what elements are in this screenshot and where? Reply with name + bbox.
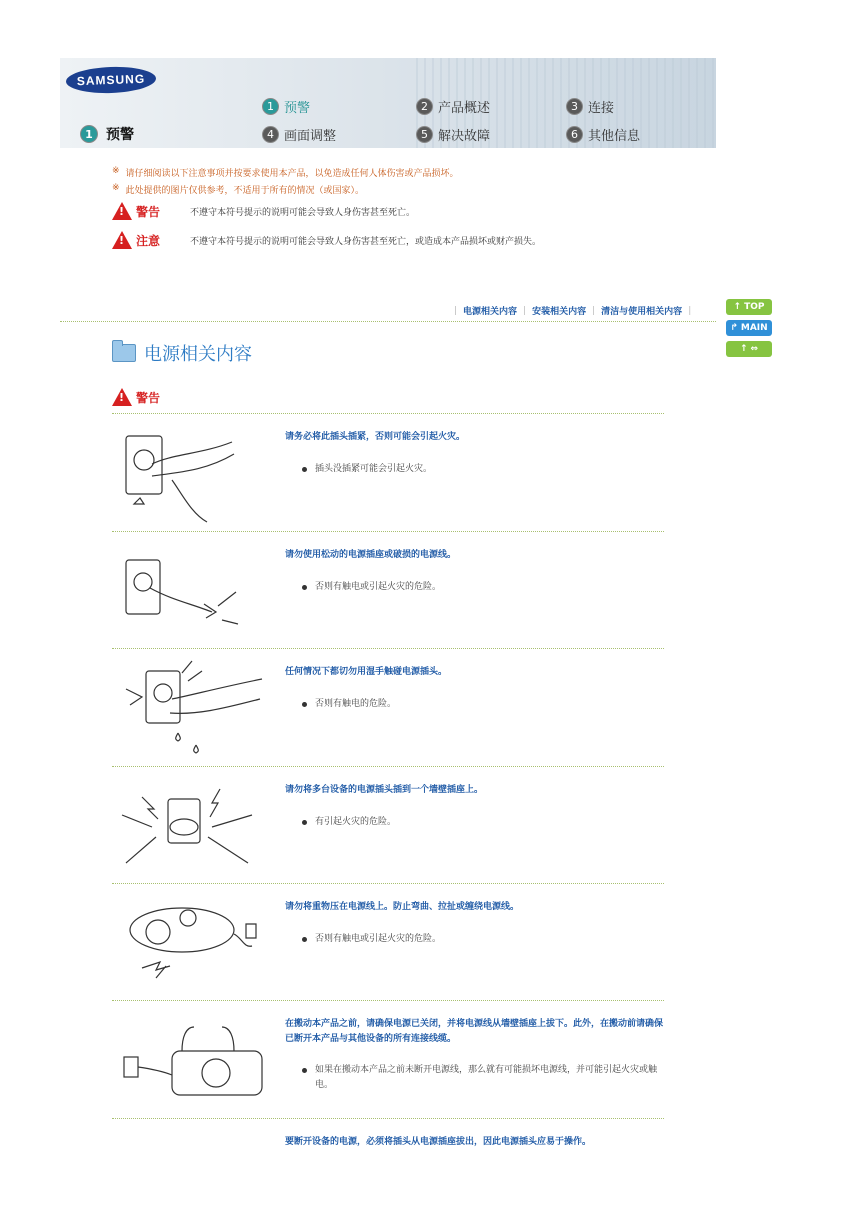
nav-label: 连接 bbox=[588, 101, 615, 116]
divider: | bbox=[592, 305, 596, 316]
nav-number: 5 bbox=[416, 126, 433, 143]
bullet-dot bbox=[302, 467, 307, 472]
warning-item bbox=[112, 1005, 664, 1117]
main-button[interactable] bbox=[726, 320, 772, 336]
item-title: 请勿将多台设备的电源插头插到一个墙壁插座上。 bbox=[285, 785, 484, 795]
item-title: 要断开设备的电源，必须将插头从电源插座拔出，因此电源插头应易于操作。 bbox=[285, 1137, 592, 1147]
legend-warning-text: 不遵守本符号提示的说明可能会导致人身伤害甚至死亡。 bbox=[190, 207, 416, 218]
nav-label: 产品概述 bbox=[438, 101, 491, 116]
section-divider bbox=[60, 321, 716, 322]
item-bullet bbox=[302, 462, 662, 477]
brand-text: SAMSUNG bbox=[76, 71, 146, 89]
bullet-text: 否则有触电或引起火灾的危险。 bbox=[315, 582, 442, 592]
overloaded-outlet-illustration bbox=[112, 777, 272, 881]
note-text: 此处提供的图片仅供参考，不适用于所有的情况（或国家）。 bbox=[125, 186, 365, 196]
bullet-text: 插头没插紧可能会引起火灾。 bbox=[315, 464, 433, 474]
nav-label: 解决故障 bbox=[438, 129, 491, 144]
current-section-number: 1 bbox=[80, 125, 98, 143]
item-bullet bbox=[302, 580, 662, 595]
divider bbox=[112, 1000, 664, 1001]
current-section-label: 预警 bbox=[106, 127, 134, 143]
warning-item bbox=[112, 418, 664, 534]
divider bbox=[112, 648, 664, 649]
nav-item-other-info[interactable] bbox=[566, 125, 640, 144]
nav-number: 4 bbox=[262, 126, 279, 143]
bullet-dot bbox=[302, 1068, 307, 1073]
link-installation[interactable]: 安装相关内容 bbox=[532, 307, 587, 317]
legend-caution bbox=[112, 231, 541, 249]
warning-item bbox=[112, 1123, 664, 1163]
item-title: 请勿使用松动的电源插座或破损的电源线。 bbox=[285, 550, 457, 560]
link-power[interactable]: 电源相关内容 bbox=[463, 307, 518, 317]
wet-hands-illustration bbox=[112, 659, 272, 763]
nav-item-warning[interactable] bbox=[262, 97, 310, 116]
bullet-text: 有引起火灾的危险。 bbox=[315, 817, 397, 827]
nav-label: 画面调整 bbox=[284, 129, 337, 144]
legend-warning bbox=[112, 202, 415, 220]
arrow-up-icon: ↑ bbox=[739, 344, 748, 354]
item-bullet bbox=[302, 815, 662, 830]
divider bbox=[112, 766, 664, 767]
arrow-up-icon: ↑ bbox=[733, 302, 742, 312]
nav-number: 6 bbox=[566, 126, 583, 143]
bullet-dot bbox=[302, 585, 307, 590]
caution-icon bbox=[112, 231, 132, 249]
warning-item bbox=[112, 536, 664, 652]
warning-item bbox=[112, 888, 664, 1004]
unplug-before-moving-illustration bbox=[112, 1011, 272, 1115]
nav-number: 2 bbox=[416, 98, 433, 115]
section-title bbox=[112, 340, 252, 366]
divider: | bbox=[454, 305, 458, 316]
warning-item bbox=[112, 653, 664, 769]
plug-in-illustration bbox=[112, 424, 272, 528]
heavy-object-on-cord-illustration bbox=[112, 894, 272, 998]
section-title-text: 电源相关内容 bbox=[144, 344, 252, 365]
bullet-dot bbox=[302, 820, 307, 825]
back-to-section-button[interactable] bbox=[726, 341, 772, 357]
bullet-dot bbox=[302, 702, 307, 707]
item-title: 请务必将此插头插紧，否则可能会引起火灾。 bbox=[285, 432, 466, 442]
section-links bbox=[448, 304, 697, 317]
divider: | bbox=[523, 305, 527, 316]
top-label: TOP bbox=[744, 302, 765, 312]
note-images-reference bbox=[112, 183, 364, 196]
current-section-title bbox=[80, 124, 134, 144]
item-title: 任何情况下都切勿用湿手触碰电源插头。 bbox=[285, 667, 448, 677]
warning-icon bbox=[112, 388, 132, 406]
item-title: 在搬动本产品之前，请确保电源已关闭，并将电源线从墙壁插座上拔下。此外，在搬动前请确保已断开本产品与其他设备的所有连接线缆。 bbox=[285, 1019, 664, 1044]
item-bullet bbox=[302, 932, 662, 947]
divider bbox=[112, 531, 664, 532]
warning-heading-label: 警告 bbox=[136, 390, 161, 405]
nav-item-connect[interactable] bbox=[566, 97, 614, 116]
note-mark: ※ bbox=[112, 166, 120, 176]
nav-number: 1 bbox=[262, 98, 279, 115]
main-label: MAIN bbox=[740, 323, 768, 333]
note-mark: ※ bbox=[112, 183, 120, 193]
nav-item-product-overview[interactable] bbox=[416, 97, 490, 116]
nav-item-troubleshoot[interactable] bbox=[416, 125, 490, 144]
section-return-label: ⇔ bbox=[750, 344, 759, 354]
legend-warning-label: 警告 bbox=[136, 204, 161, 219]
top-button[interactable] bbox=[726, 299, 772, 315]
legend-caution-text: 不遵守本符号提示的说明可能会导致人身伤害甚至死亡，或造成本产品损坏或财产损失。 bbox=[190, 236, 542, 247]
item-title: 请勿将重物压在电源线上。防止弯曲、拉扯或缠绕电源线。 bbox=[285, 902, 520, 912]
bullet-text: 如果在搬动本产品之前未断开电源线，那么就有可能损坏电源线，并可能引起火灾或触电。 bbox=[315, 1065, 658, 1090]
item-bullet bbox=[302, 697, 662, 712]
warning-heading bbox=[112, 388, 184, 406]
divider bbox=[112, 883, 664, 884]
divider bbox=[112, 413, 664, 414]
bullet-text: 否则有触电或引起火灾的危险。 bbox=[315, 934, 442, 944]
warning-item bbox=[112, 771, 664, 887]
nav-label: 其他信息 bbox=[588, 129, 641, 144]
bullet-text: 否则有触电的危险。 bbox=[315, 699, 397, 709]
item-bullet bbox=[302, 1063, 662, 1093]
arrow-return-icon: ↱ bbox=[730, 323, 738, 333]
folder-icon bbox=[112, 344, 136, 362]
nav-label: 预警 bbox=[284, 101, 311, 116]
warning-icon bbox=[112, 202, 132, 220]
divider: | bbox=[688, 305, 692, 316]
note-text: 请仔细阅读以下注意事项并按要求使用本产品，以免造成任何人体伤害或产品损坏。 bbox=[125, 169, 459, 179]
divider bbox=[112, 1118, 664, 1119]
note-read-carefully bbox=[112, 166, 459, 179]
bullet-dot bbox=[302, 937, 307, 942]
damaged-cord-illustration bbox=[112, 542, 272, 646]
nav-number: 3 bbox=[566, 98, 583, 115]
legend-caution-label: 注意 bbox=[136, 233, 161, 248]
nav-item-picture-adjust[interactable] bbox=[262, 125, 336, 144]
link-cleaning-use[interactable]: 清洁与使用相关内容 bbox=[601, 307, 683, 317]
